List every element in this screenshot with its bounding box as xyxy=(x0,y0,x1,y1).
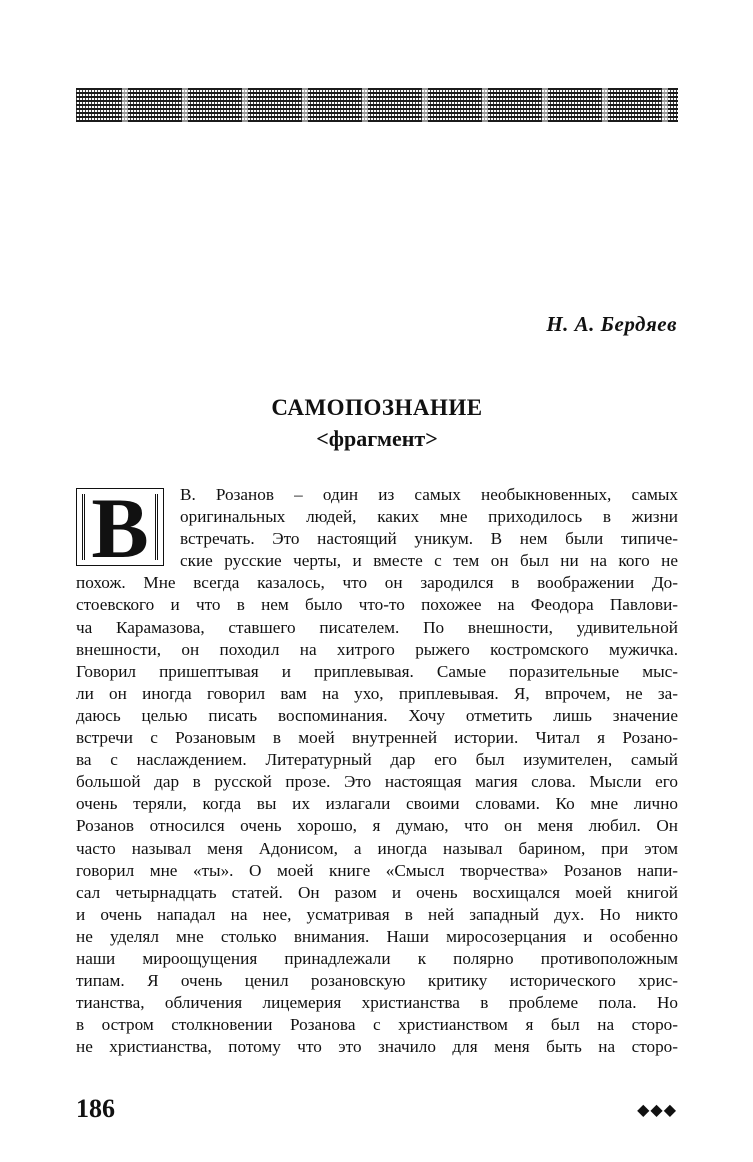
text-line: часто называл меня Адонисом, а иногда называл барином, при этом xyxy=(76,838,678,858)
text-line: ские русские черты, и вместе с тем он был ни на кого не xyxy=(180,551,678,571)
text-line: В. Розанов – один из самых необыкновенных, самых xyxy=(180,485,678,504)
body-text xyxy=(76,480,678,1058)
footer-ornament: ◆◆◆ xyxy=(637,1102,677,1119)
chapter-subtitle: <фрагмент> xyxy=(316,426,438,451)
text-line: встречать. Это настоящий уникум. В нем были типиче- xyxy=(180,529,678,549)
text-line: Говорил пришептывая и приплевывая. Самые поразительные мыс- xyxy=(76,661,678,681)
text-line: тианства, обличения лицемерия христианства в проблеме пола. Но xyxy=(76,993,678,1013)
text-line: сал четырнадцать статей. Он разом и очень восхищался моей книгой xyxy=(76,882,678,902)
text-line: говорил мне «ты». О моей книге «Смысл творчества» Розанов напи- xyxy=(76,860,678,880)
drop-cap-letter: В xyxy=(91,480,149,576)
text-line: ли он иногда говорил вам на ухо, приплевывая. Я, впрочем, не за- xyxy=(76,683,678,703)
text-line: большой дар в русской прозе. Это настоящая магия слова. Мысли его xyxy=(76,772,678,792)
header-ornament-band xyxy=(76,88,678,122)
text-line: не христианства, потому что это значило для меня быть на сторо- xyxy=(76,1037,678,1057)
text-line: Розанов относился очень хорошо, я думаю, что он меня любил. Он xyxy=(76,816,678,836)
text-line: даюсь целью писать воспоминания. Хочу отметить лишь значение xyxy=(76,705,678,725)
page-number: 186 xyxy=(76,1094,115,1123)
text-line: стоевского и что в нем было что-то похожее на Феодора Павлови- xyxy=(76,595,678,615)
text-line: типам. Я очень ценил розановскую критику исторического хрис- xyxy=(76,971,678,991)
text-line: наши мироощущения принадлежали к полярно противоположным xyxy=(76,948,678,968)
text-line: оригинальных людей, каких мне приходилось в жизни xyxy=(180,507,678,527)
text-line: ча Карамазова, ставшего писателем. По внешности, удивительной xyxy=(76,617,678,637)
chapter-title: САМОПОЗНАНИЕ xyxy=(271,395,483,420)
text-line: очень теряли, когда вы их излагали своими словами. Ко мне лично xyxy=(76,794,678,814)
text-line: внешности, он походил на хитрого рыжего костромского мужичка. xyxy=(76,639,678,659)
text-line: встречи с Розановым в моей внутренней истории. Читал я Розано- xyxy=(76,728,678,748)
author-name: Н. А. Бердяев xyxy=(546,312,677,336)
text-line: ва с наслаждением. Литературный дар его был изумителен, самый xyxy=(76,750,678,770)
text-line: и очень нападал на нее, усматривая в ней западный дух. Но никто xyxy=(76,904,678,924)
text-line: похож. Мне всегда казалось, что он зародился в воображении До- xyxy=(76,573,678,593)
text-line: в остром столкновении Розанова с христианством я был на сторо- xyxy=(76,1015,678,1035)
text-line: не уделял мне столько внимания. Наши миросозерцания и особенно xyxy=(76,926,678,946)
